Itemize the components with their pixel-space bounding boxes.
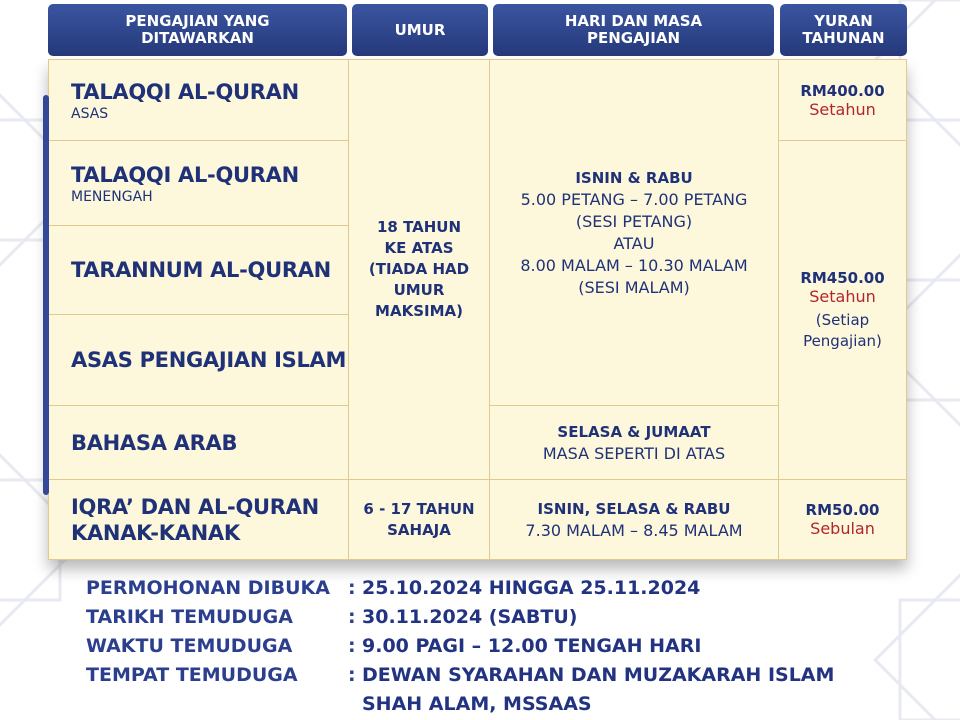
schedule-cell-kids: [489, 479, 779, 560]
program-level: ASAS: [71, 105, 109, 122]
program-row: [48, 59, 349, 141]
schedule-line: (SESI MALAM): [578, 277, 690, 297]
info-value-line: SHAH ALAM, MSSAAS: [362, 693, 592, 715]
schedule-cell-main: [489, 59, 779, 406]
info-row-interview-venue: [86, 661, 906, 719]
program-title: TARANNUM AL-QURAN: [71, 258, 331, 282]
info-colon: :: [348, 664, 356, 686]
age-line: MAKSIMA): [375, 302, 463, 320]
age-cell-adult: [348, 59, 490, 480]
fee-period: Sebulan: [810, 519, 875, 538]
info-value: 9.00 PAGI – 12.00 TENGAH HARI: [362, 635, 702, 657]
age-line: UMUR: [393, 281, 445, 299]
program-row: [48, 225, 349, 315]
age-cell-kids: [348, 479, 490, 560]
program-title: TALAQQI AL-QURAN: [71, 79, 299, 104]
info-row-interview-time: [86, 632, 906, 661]
schedule-line: (SESI PETANG): [575, 211, 693, 231]
info-value: 30.11.2024 (SABTU): [362, 606, 578, 628]
schedule-days: ISNIN & RABU: [575, 168, 693, 187]
fee-cell-basic: [778, 59, 907, 141]
program-title-line2: KANAK-KANAK: [71, 520, 240, 545]
info-section: [86, 574, 906, 719]
fee-cell-kids: [778, 479, 907, 560]
program-row: [48, 405, 349, 480]
fee-period: Setahun: [809, 99, 876, 119]
age-line: 6 - 17 TAHUN: [363, 499, 475, 518]
schedule-line: 7.30 MALAM – 8.45 MALAM: [525, 520, 743, 540]
info-row-interview-date: [86, 603, 906, 632]
age-line: 18 TAHUN: [376, 218, 462, 236]
info-colon: :: [348, 635, 356, 657]
info-label: WAKTU TEMUDUGA: [86, 635, 293, 657]
age-line: SAHAJA: [387, 520, 451, 539]
info-colon: :: [348, 577, 356, 599]
info-label: PERMOHONAN DIBUKA: [86, 577, 330, 599]
header-age: UMUR: [352, 4, 488, 56]
fee-note-line: Pengajian): [803, 331, 882, 350]
info-value: 25.10.2024 HINGGA 25.11.2024: [362, 577, 701, 599]
header-fee: YURAN TAHUNAN: [780, 4, 907, 56]
info-value: [362, 661, 906, 719]
schedule-line: MASA SEPERTI DI ATAS: [542, 443, 726, 463]
age-line: (TIADA HAD: [368, 260, 470, 278]
info-value-line: DEWAN SYARAHAN DAN MUZAKARAH ISLAM: [362, 664, 835, 686]
age-line: KE ATAS: [384, 239, 454, 257]
fee-amount: RM50.00: [805, 501, 880, 519]
fee-amount: RM400.00: [800, 81, 885, 100]
schedule-days: ISNIN, SELASA & RABU: [537, 499, 731, 518]
schedule-cell-arabic: [489, 405, 779, 480]
header-program: PENGAJIAN YANG DITAWARKAN: [48, 4, 347, 56]
program-title: TALAQQI AL-QURAN: [71, 162, 299, 187]
fee-note-line: (Setiap: [815, 310, 870, 329]
info-label: TARIKH TEMUDUGA: [86, 606, 293, 628]
program-row: [48, 479, 349, 560]
fee-note: [803, 310, 882, 352]
schedule-line: 8.00 MALAM – 10.30 MALAM: [520, 255, 748, 275]
info-row-application: [86, 574, 906, 603]
schedule-line: 5.00 PETANG – 7.00 PETANG: [520, 189, 748, 209]
schedule-days: SELASA & JUMAAT: [557, 422, 711, 441]
program-title: IQRA’ DAN AL-QURAN: [71, 494, 319, 519]
info-colon: :: [348, 606, 356, 628]
program-title: BAHASA ARAB: [71, 430, 238, 455]
program-title: ASAS PENGAJIAN ISLAM: [71, 348, 347, 372]
header-schedule: HARI DAN MASA PENGAJIAN: [493, 4, 774, 56]
fee-cell-standard: [778, 140, 907, 480]
fee-period: Setahun: [809, 286, 876, 306]
info-label: TEMPAT TEMUDUGA: [86, 664, 298, 686]
accent-bar: [43, 95, 49, 495]
fee-amount: RM450.00: [800, 268, 885, 287]
program-row: [48, 314, 349, 406]
program-level: MENENGAH: [71, 188, 153, 205]
schedule-line: ATAU: [613, 233, 655, 253]
program-row: [48, 140, 349, 226]
